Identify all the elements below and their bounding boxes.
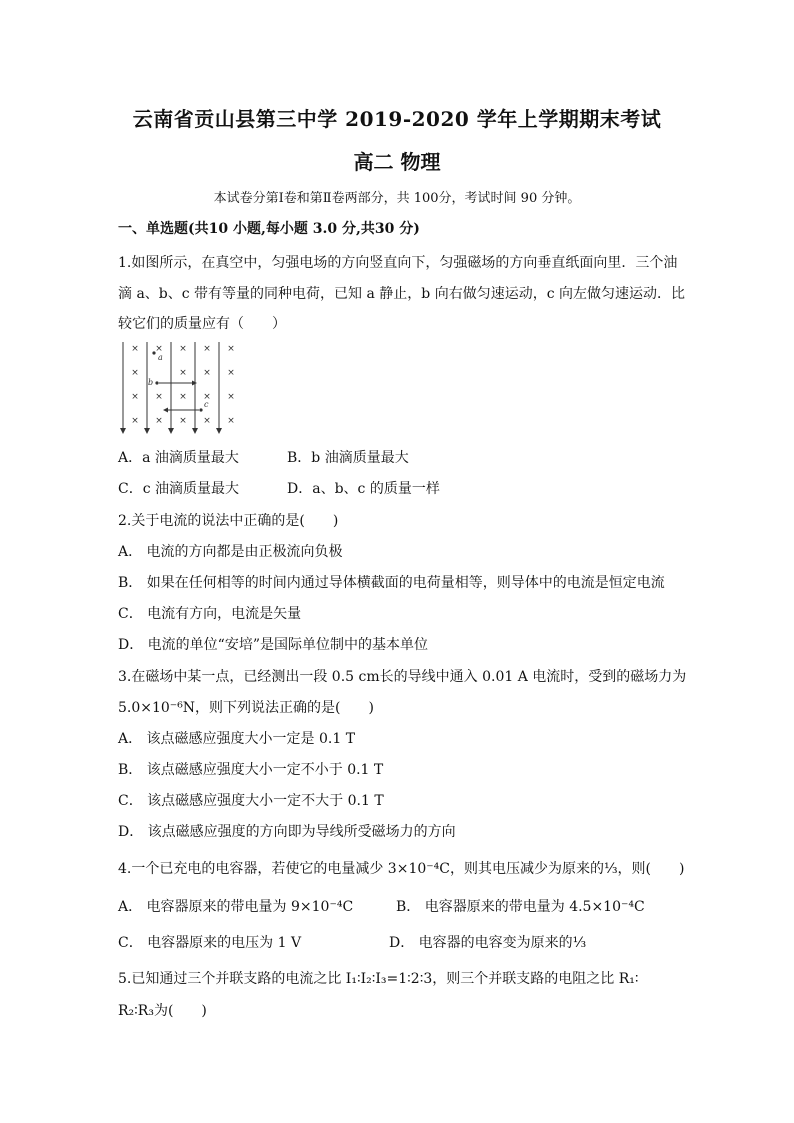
magnetic-cross: ×	[203, 344, 211, 354]
q1-option-b: B．b 油滴质量最大	[287, 450, 409, 466]
droplet-c-arrowhead	[163, 408, 168, 413]
q4-stem: 4.一个已充电的电容器，若使它的电量减少 3×10⁻⁴C，则其电压减少为原来的⅓，则( )	[118, 861, 685, 877]
q2-option-c: C． 电流有方向，电流是矢量	[118, 606, 302, 622]
magnetic-cross: ×	[155, 392, 163, 402]
arrowhead	[168, 428, 174, 434]
droplet-c	[199, 408, 202, 411]
q1-stem-line-2: 滴 a、b、c 带有等量的同种电荷，已知 a 静止，b 向右做匀速运动，c 向左做匀速运动．比	[118, 286, 685, 302]
exam-title: 云南省贡山县第三中学 2019-2020 学年上学期期末考试	[132, 107, 662, 131]
magnetic-cross: ×	[179, 368, 187, 378]
field-diagram	[118, 340, 234, 436]
exam-subtitle: 高二 物理	[353, 150, 441, 174]
q1-option-c: C．c 油滴质量最大	[118, 481, 240, 497]
magnetic-cross: ×	[179, 416, 187, 426]
magnetic-cross: ×	[131, 392, 139, 402]
q4-option-c: C． 电容器原来的电压为 1 V	[118, 935, 302, 951]
q2-option-b: B． 如果在任何相等的时间内通过导体横截面的电荷量相等，则导体中的电流是恒定电流	[118, 575, 665, 591]
droplet-b	[155, 381, 158, 384]
q2-stem: 2.关于电流的说法中正确的是( )	[118, 513, 339, 529]
droplet-c-label: c	[204, 400, 209, 409]
q3-stem-line-2: 5.0×10⁻⁶N，则下列说法正确的是( )	[118, 700, 374, 716]
q4-option-b: B． 电容器原来的带电量为 4.5×10⁻⁴C	[396, 899, 645, 915]
magnetic-cross: ×	[131, 368, 139, 378]
droplet-b-label: b	[148, 378, 154, 387]
arrowhead	[216, 428, 222, 434]
q3-option-d: D． 该点磁感应强度的方向即为导线所受磁场力的方向	[118, 824, 456, 840]
magnetic-cross: ×	[227, 344, 235, 354]
q1-stem-line-3: 较它们的质量应有（ ）	[118, 316, 286, 332]
q2-option-d: D． 电流的单位“安培”是国际单位制中的基本单位	[118, 637, 428, 653]
magnetic-cross: ×	[179, 392, 187, 402]
q2-option-a: A． 电流的方向都是由正极流向负极	[118, 544, 343, 560]
q5-stem-line-1: 5.已知通过三个并联支路的电流之比 I₁∶I₂∶I₃=1∶2∶3，则三个并联支路的电阻之比 R₁∶	[118, 971, 639, 987]
magnetic-cross: ×	[131, 344, 139, 354]
q3-option-a: A． 该点磁感应强度大小一定是 0.1 T	[118, 731, 356, 747]
magnetic-cross: ×	[203, 368, 211, 378]
magnetic-cross: ×	[227, 368, 235, 378]
q3-option-b: B． 该点磁感应强度大小一定不小于 0.1 T	[118, 762, 384, 778]
magnetic-cross: ×	[227, 416, 235, 426]
q1-stem-line-1: 1.如图所示，在真空中，匀强电场的方向竖直向下，匀强磁场的方向垂直纸面向里．三个油	[118, 255, 678, 271]
magnetic-cross: ×	[179, 344, 187, 354]
q4-option-a: A． 电容器原来的带电量为 9×10⁻⁴C	[118, 899, 354, 915]
magnetic-cross: ×	[155, 416, 163, 426]
magnetic-cross: ×	[227, 392, 235, 402]
arrowhead	[144, 428, 150, 434]
magnetic-cross: ×	[155, 344, 163, 354]
droplet-a	[152, 351, 155, 354]
magnetic-cross: ×	[203, 392, 211, 402]
magnetic-cross: ×	[203, 416, 211, 426]
q3-stem-line-1: 3.在磁场中某一点，已经测出一段 0.5 cm长的导线中通入 0.01 A 电流时，受到的磁场力为	[118, 669, 687, 685]
arrowhead	[192, 428, 198, 434]
q5-stem-line-2: R₂∶R₃为( )	[118, 1003, 207, 1019]
q1-option-d: D．a、b、c 的质量一样	[287, 481, 440, 497]
q1-option-a: A．a 油滴质量最大	[118, 450, 239, 466]
magnetic-cross: ×	[131, 416, 139, 426]
section-heading: 一、单选题(共10 小题,每小题 3.0 分,共30 分)	[118, 221, 420, 237]
q4-option-d: D． 电容器的电容变为原来的⅓	[389, 935, 587, 951]
exam-info: 本试卷分第Ⅰ卷和第Ⅱ卷两部分，共 100分，考试时间 90 分钟。	[213, 191, 581, 206]
arrowhead	[120, 428, 126, 434]
q3-option-c: C． 该点磁感应强度大小一定不大于 0.1 T	[118, 793, 384, 809]
droplet-a-label: a	[158, 353, 163, 362]
